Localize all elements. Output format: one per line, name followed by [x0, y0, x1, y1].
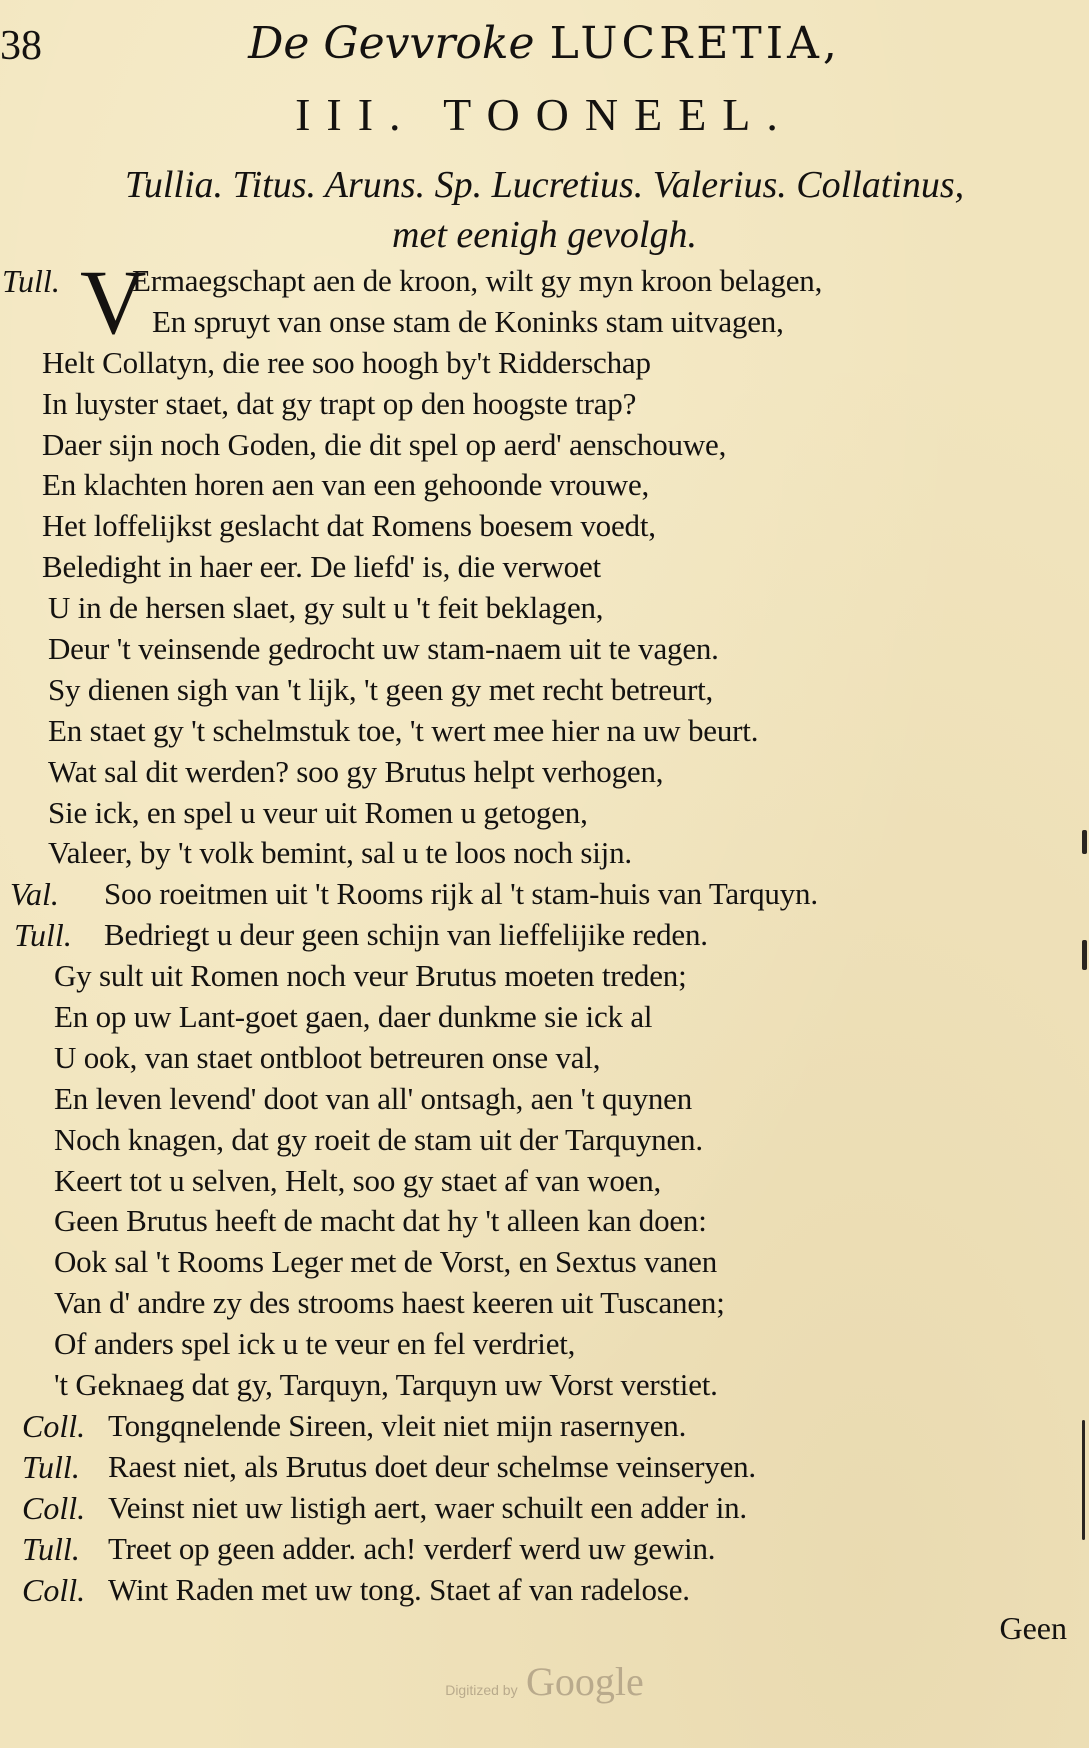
verse-text: Helt Collatyn, die ree soo hoogh by't Ridderschap: [42, 344, 651, 380]
verse-text: Geen Brutus heeft de macht dat hy 't alleen kan doen:: [54, 1203, 707, 1239]
speaker-label: Coll.: [22, 1571, 86, 1608]
speaker-label: Tull.: [22, 1448, 80, 1485]
verse-line: [0, 1325, 1089, 1366]
digitization-watermark: [0, 1658, 1089, 1705]
speaker-label: Tull.: [22, 1530, 80, 1567]
verse-line: [0, 1284, 1089, 1325]
verse-line: [0, 426, 1089, 467]
running-head-italic: De Gevvroke: [248, 18, 535, 69]
speaker-label: Tull.: [2, 263, 60, 299]
speaker-label: Val.: [10, 876, 59, 913]
verse-text: Valeer, by 't volk bemint, sal u te loos noch sijn.: [48, 835, 632, 871]
running-head-caps: LUCRETIA,: [549, 18, 841, 69]
verse-text: U ook, van staet ontbloot betreuren onse val,: [54, 1039, 601, 1075]
verse-text: Raest niet, als Brutus doet deur schelmse veinseryen.: [108, 1448, 756, 1484]
verse-line: [0, 1448, 1089, 1489]
verse-line: [0, 753, 1089, 794]
verse-line: [0, 630, 1089, 671]
cast-line-retinue: met eenigh gevolgh.: [392, 214, 697, 256]
verse-line: [0, 1489, 1089, 1530]
verse-text: Veinst niet uw listigh aert, waer schuilt een adder in.: [108, 1489, 747, 1525]
verse-text: Daer sijn noch Goden, die dit spel op aerd' aenschouwe,: [42, 426, 727, 462]
verse-text: Keert tot u selven, Helt, soo gy staet af van woen,: [54, 1162, 662, 1198]
speaker-label: Coll.: [22, 1489, 86, 1526]
verse-text: Deur 't veinsende gedrocht uw stam-naem uit te vagen.: [48, 631, 719, 667]
verse-text: Wint Raden met uw tong. Staet af van radelose.: [108, 1571, 690, 1607]
verse-line: [0, 589, 1089, 630]
verse-body: [0, 251, 1089, 1611]
verse-line: [0, 1243, 1089, 1284]
verse-line: [0, 1571, 1089, 1612]
speaker-label: Coll.: [22, 1407, 86, 1444]
cast-list: [0, 160, 1089, 260]
verse-line: [0, 385, 1089, 426]
verse-text: 't Geknaeg dat gy, Tarquyn, Tarquyn uw Vorst verstiet.: [54, 1367, 718, 1403]
verse-line: [0, 1121, 1089, 1162]
verse-line: [0, 1162, 1089, 1203]
speaker-label: Tull.: [14, 917, 72, 954]
watermark-brand: Google: [526, 1659, 644, 1704]
verse-line: [0, 957, 1089, 998]
verse-line: [0, 507, 1089, 548]
edge-mark: [1082, 1420, 1085, 1540]
verse-text: En op uw Lant-goet gaen, daer dunkme sie ick al: [54, 999, 653, 1035]
watermark-prefix: Digitized by: [445, 1682, 518, 1698]
verse-text: En staet gy 't schelmstuk toe, 't wert mee hier na uw beurt.: [48, 712, 759, 748]
verse-text: Noch knagen, dat gy roeit de stam uit der Tarquynen.: [54, 1121, 703, 1157]
verse-line: [0, 834, 1089, 875]
verse-line: [0, 712, 1089, 753]
verse-line: [0, 998, 1089, 1039]
running-head: [0, 18, 1089, 69]
verse-text: Wat sal dit werden? soo gy Brutus helpt verhogen,: [48, 753, 664, 789]
verse-text: En spruyt van onse stam de Koninks stam uitvagen,: [152, 303, 784, 339]
verse-text: Van d' andre zy des strooms haest keeren uit Tuscanen;: [54, 1285, 725, 1321]
verse-text: Ermaegschapt aen de kroon, wilt gy myn kroon belagen,: [132, 263, 823, 298]
verse-text: Sie ick, en spel u veur uit Romen u getogen,: [48, 794, 588, 830]
verse-line: [0, 303, 1089, 344]
verse-text: Soo roeitmen uit 't Rooms rijk al 't stam-huis van Tarquyn.: [104, 876, 818, 912]
verse-line: [0, 1407, 1089, 1448]
verse-text: En klachten horen aen van een gehoonde vrouwe,: [42, 467, 650, 503]
scene-title: III. TOONEEL.: [295, 89, 794, 140]
verse-text: Gy sult uit Romen noch veur Brutus moeten treden;: [54, 958, 687, 994]
verse-line: [0, 466, 1089, 507]
verse-text: Of anders spel ick u te veur en fel verdriet,: [54, 1326, 576, 1362]
verse-text: Tongqnelende Sireen, vleit niet mijn rasernyen.: [108, 1407, 687, 1443]
verse-line: [0, 916, 1089, 957]
verse-line: [0, 875, 1089, 916]
drop-capital: V: [80, 251, 147, 353]
verse-line: [0, 344, 1089, 385]
page-number: 38: [0, 23, 42, 69]
verse-text: Ook sal 't Rooms Leger met de Vorst, en Sextus vanen: [54, 1244, 718, 1280]
edge-mark: [1082, 940, 1087, 970]
verse-line: [0, 1039, 1089, 1080]
verse-text: Het loffelijkst geslacht dat Romens boesem voedt,: [42, 508, 656, 544]
verse-line: [0, 262, 1089, 303]
edge-mark: [1082, 830, 1087, 854]
verse-text: Sy dienen sigh van 't lijk, 't geen gy met recht betreurt,: [48, 671, 714, 707]
verse-text: In luyster staet, dat gy trapt op den hoogste trap?: [42, 385, 637, 421]
verse-line: [0, 1202, 1089, 1243]
verse-text: En leven levend' doot van all' ontsagh, aen 't quynen: [54, 1080, 693, 1116]
verse-line: [0, 548, 1089, 589]
verse-text: Bedriegt u deur geen schijn van lieffelijike reden.: [104, 917, 708, 953]
verse-line: [0, 671, 1089, 712]
verse-line: [0, 1366, 1089, 1407]
catchword: Geen: [999, 1610, 1067, 1646]
verse-line: [0, 1530, 1089, 1571]
verse-text: Beledight in haer eer. De liefd' is, die verwoet: [42, 549, 601, 585]
cast-line-characters: Tullia. Titus. Aruns. Sp. Lucretius. Valerius. Collatinus,: [124, 164, 965, 206]
verse-text: Treet op geen adder. ach! verderf werd uw gewin.: [108, 1530, 716, 1566]
verse-text: U in de hersen slaet, gy sult u 't feit beklagen,: [48, 590, 604, 626]
verse-line: [0, 794, 1089, 835]
verse-line: [0, 1080, 1089, 1121]
